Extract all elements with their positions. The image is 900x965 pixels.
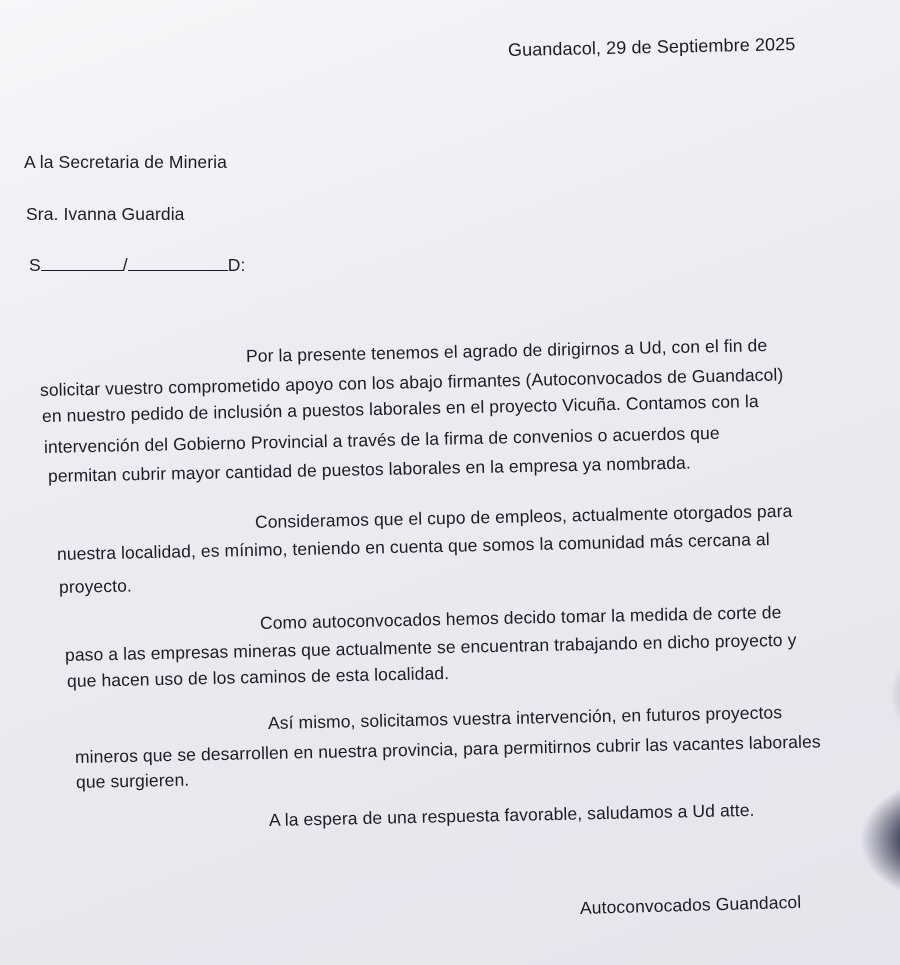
paragraph-line: intervención del Gobierno Provincial a través de la firma de convenios o acuerdos que: [43, 422, 720, 457]
paragraph-line: Consideramos que el cupo de empleos, actualmente otorgados para: [254, 500, 793, 532]
paragraph-line: Así mismo, solicitamos vuestra intervención, en futuros proyectos: [267, 702, 783, 733]
recipient-name: Sra. Ivanna Guardia: [26, 204, 185, 224]
salutation-s: S: [29, 255, 41, 275]
salutation-slash: /: [122, 255, 128, 275]
paragraph-line: mineros que se desarrollen en nuestra provincia, para permitirnos cubrir las vacantes laborales: [74, 731, 821, 767]
salutation-d: D:: [227, 255, 246, 275]
finger-shadow: [860, 780, 900, 900]
finger-shadow: [890, 650, 900, 740]
recipient-line: A la Secretaria de Mineria: [24, 152, 227, 172]
paragraph-line: nuestra localidad, es mínimo, teniendo en cuenta que somos la comunidad más cercana al: [56, 529, 770, 564]
paragraph-line: proyecto.: [58, 575, 133, 597]
paragraph-line: paso a las empresas mineras que actualmente se encuentran trabajando en dicho proyecto y: [64, 629, 797, 665]
paragraph-line: en nuestro pedido de inclusión a puestos laborales en el proyecto Vicuña. Contamos con la: [41, 390, 759, 426]
closing-line: A la espera de una respuesta favorable, saludamos a Ud atte.: [268, 799, 755, 830]
paragraph-line: solicitar vuestro comprometido apoyo con los abajo firmantes (Autoconvocados de Guandacol): [39, 364, 784, 400]
salutation: [29, 255, 245, 276]
paragraph-line: Por la presente tenemos el agrado de dirigirnos a Ud, con el fin de: [245, 335, 768, 366]
paragraph-line: que surgieren.: [75, 769, 190, 792]
blank-line: [128, 256, 228, 271]
date-line: Guandacol, 29 de Septiembre 2025: [507, 33, 796, 60]
blank-line: [41, 256, 123, 271]
paragraph-line: Como autoconvocados hemos decido tomar la medida de corte de: [259, 602, 782, 633]
paragraph-line: permitan cubrir mayor cantidad de puestos laborales en la empresa ya nombrada.: [47, 452, 692, 486]
signature: Autoconvocados Guandacol: [579, 891, 802, 918]
paragraph-line: que hacen uso de los caminos de esta localidad.: [66, 662, 450, 691]
